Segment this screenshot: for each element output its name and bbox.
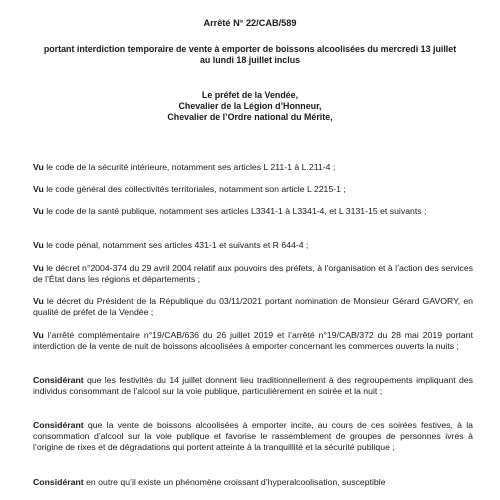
visa-paragraph [33, 206, 473, 217]
paragraph-text: le décret n°2004-374 du 29 avril 2004 relatif aux pouvoirs des préfets, à l’organisation et à l’action des services de l’État dans les régions et départements ; [33, 263, 473, 284]
paragraph-keyword: Vu [33, 240, 44, 250]
visa-paragraph [33, 296, 473, 318]
paragraph-keyword: Vu [33, 206, 44, 216]
paragraph-keyword: Considérant [33, 375, 84, 385]
visa-paragraph [33, 330, 473, 352]
paragraph-text: l’arrêté complémentaire n°19/CAB/636 du 26 juillet 2019 et l’arrêté n°19/CAB/372 du 28 mai 2019 portant interdiction de la vente de nuit de boissons alcoolisées à emporter concernant les commerces ouverts la nuits ; [33, 330, 473, 351]
prefect-line-2: Chevalier de la Légion d’Honneur, [178, 101, 322, 111]
paragraph-keyword: Considérant [33, 477, 84, 487]
decree-title: Arrêté N° 22/CAB/589 [203, 18, 297, 28]
visa-paragraph [33, 263, 473, 285]
paragraph-keyword: Vu [33, 330, 44, 340]
prefect-block [60, 90, 440, 123]
visa-paragraph [33, 162, 473, 173]
paragraph-text: le code de la sécurité intérieure, notamment ses articles L 211-1 à L.211-4 ; [43, 162, 336, 172]
paragraph-text: en outre qu’il existe un phénomène croissant d’hyperalcoolisation, susceptible [83, 477, 386, 487]
paragraph-text: le code pénal, notamment ses articles 431-1 et suivants et R 644-4 ; [43, 240, 309, 250]
paragraph-text: que la vente de boissons alcoolisées à emporter incite, au cours de ces soirées festives, à la consommation d’alcool sur la voie publique et favorise le rassemblement de groupes de personnes ivres à l’origine de rixes et de dégradations qui portent atteinte à la tranquillité et la sécurité publique ; [33, 420, 473, 452]
paragraph-keyword: Vu [33, 263, 44, 273]
paragraph-keyword: Vu [33, 184, 44, 194]
paragraph-text: que les festivités du 14 juillet donnent lieu traditionnellement à des regroupements impliquant des individus consommant de l’alcool sur la voie publique, particulièrement en soirée et la nuit ; [33, 375, 473, 396]
paragraph-text: le code général des collectivités territoriales, notamment son article L 2215-1 ; [43, 184, 346, 194]
paragraph-keyword: Considérant [33, 420, 84, 430]
considerant-paragraph [33, 477, 473, 488]
paragraph-keyword: Vu [33, 296, 44, 306]
paragraph-keyword: Vu [33, 162, 44, 172]
visa-paragraph [33, 184, 473, 195]
considerant-paragraph [33, 375, 473, 397]
decree-subject: portant interdiction temporaire de vente à emporter de boissons alcoolisées du mercredi 13 juillet au lundi 18 juillet inclus [43, 44, 457, 65]
paragraph-text: le code de la santé publique, notamment ses articles L3341-1 à L3341-4, et L 3131-15 et suivants ; [43, 206, 427, 216]
prefect-line-1: Le préfet de la Vendée, [201, 90, 299, 100]
paragraph-text: le décret du Président de la République du 03/11/2021 portant nomination de Monsieur Gérard GAVORY, en qualité de préfet de la Vendée ; [33, 296, 473, 317]
visa-paragraph [33, 240, 473, 251]
considerant-paragraph [33, 420, 473, 453]
prefect-line-3: Chevalier de l’Ordre national du Mérite, [167, 112, 333, 122]
